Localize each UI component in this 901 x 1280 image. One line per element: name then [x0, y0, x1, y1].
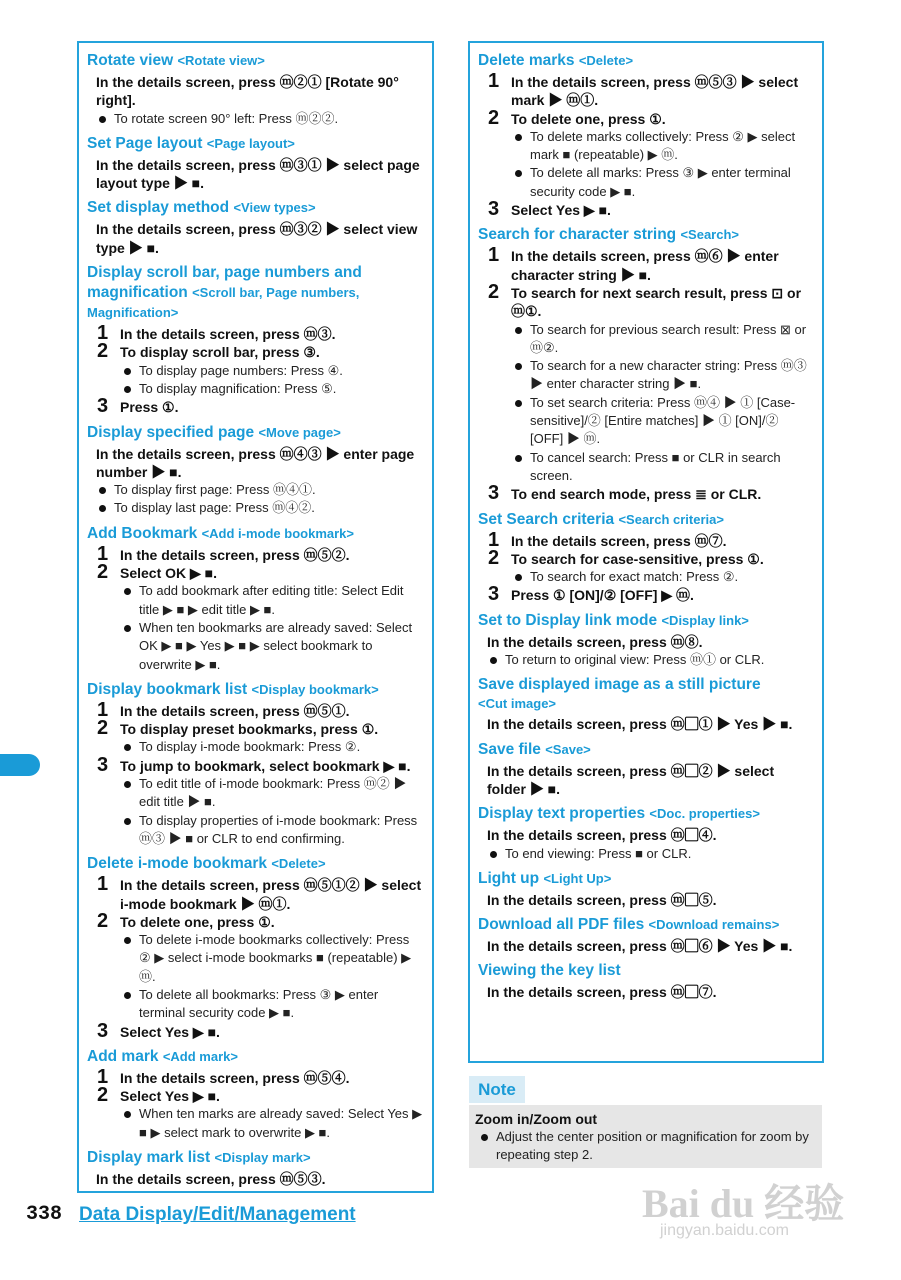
step — [87, 395, 424, 418]
section-title — [478, 961, 814, 981]
instruction: In the details screen, press ⓜ③① ▶ select page layout type ▶ ■. — [96, 156, 420, 192]
section-tag: <Delete> — [578, 53, 634, 68]
step-number: 2 — [488, 106, 500, 129]
step — [87, 322, 424, 345]
section-title — [87, 680, 424, 700]
section-tag: <Doc. properties> — [649, 806, 760, 822]
bullet-item: To display magnification: Press ⑤. — [120, 380, 424, 398]
step-text: In the details screen, press ⓜ⑥ ▶ enter character string ▶ ■. — [511, 248, 779, 283]
step — [478, 528, 814, 551]
section-tag: <Cut image> — [478, 696, 557, 712]
step-text: In the details screen, press ⓜ⑤③ ▶ select mark ▶ ⓜ①. — [511, 74, 799, 109]
step-text: To jump to bookmark, select bookmark ▶ ■. — [120, 757, 411, 774]
watermark — [620, 1148, 860, 1268]
section-tag: <Page layout> — [206, 135, 295, 151]
bullet-item: When ten marks are already saved: Select Yes ▶ ■ ▶ select mark to overwrite ▶ ■. — [120, 1105, 424, 1142]
step-number: 3 — [97, 753, 109, 776]
step — [87, 561, 424, 584]
step-text: Press ① [ON]/② [OFF] ▶ ⓜ. — [511, 587, 694, 604]
bullet-item: To search for exact match: Press ②. — [511, 568, 814, 586]
section-title-text: Display text properties — [478, 805, 646, 823]
bullet-item: To add bookmark after editing title: Select Edit title ▶ ■ ▶ edit title ▶ ■. — [120, 582, 424, 619]
section-title-text: Display scroll bar, page numbers and magnification — [87, 264, 362, 302]
section — [478, 51, 814, 219]
bullet-item: To display first page: Press ⓜ④①. — [95, 481, 424, 499]
section-title-text: Delete i-mode bookmark — [87, 855, 268, 873]
section-tag: <Save> — [545, 741, 591, 757]
instruction: In the details screen, press ⓜ▢⑤. — [487, 891, 717, 908]
section — [87, 524, 424, 674]
section-title-text: Rotate view — [87, 52, 174, 69]
step-text: To delete one, press ①. — [511, 110, 666, 127]
step-number: 2 — [97, 1084, 109, 1107]
step — [478, 546, 814, 569]
section-tag: <Add i-mode bookmark> — [201, 525, 354, 541]
instruction: In the details screen, press ⓜ▢⑥ ▶ Yes ▶ ■. — [487, 938, 793, 955]
section-title — [87, 51, 424, 71]
section — [478, 869, 814, 909]
step-text: To search for case-sensitive, press ①. — [511, 550, 764, 567]
step-number: 1 — [97, 698, 109, 721]
step — [87, 542, 424, 565]
bullet-item: To delete i-mode bookmarks collectively: Press ② ▶ select i-mode bookmarks ■ (repeatable) ▶ ⓜ. — [120, 931, 424, 986]
step-text: Select OK ▶ ■. — [120, 565, 218, 582]
section — [87, 51, 424, 128]
step-text: In the details screen, press ⓜ⑤①② ▶ select i-mode bookmark ▶ ⓜ①. — [120, 877, 422, 912]
note-title: Zoom in/Zoom out — [475, 1111, 598, 1127]
bullet-item: To search for previous search result: Press ⊠ or ⓜ②. — [511, 321, 814, 358]
section-tag: <Move page> — [258, 424, 341, 440]
step — [87, 698, 424, 721]
step — [87, 1019, 424, 1042]
section-title-text: Download all PDF files — [478, 916, 645, 934]
section — [87, 134, 424, 193]
step-number: 1 — [97, 542, 109, 565]
section-title-text: Save file — [478, 740, 541, 758]
step — [478, 70, 814, 110]
step-number: 1 — [488, 528, 500, 551]
right-column — [468, 41, 824, 1063]
section — [87, 1148, 424, 1188]
section-tag: <Display link> — [661, 612, 749, 628]
section-title-text: Add Bookmark — [87, 524, 198, 542]
section — [478, 740, 814, 799]
section-title — [87, 198, 424, 218]
bullet-item: To search for a new character string: Press ⓜ③ ▶ enter character string ▶ ■. — [511, 357, 814, 394]
instruction: In the details screen, press ⓜ▢④. — [487, 827, 717, 844]
section-tag: <Delete> — [271, 856, 326, 872]
section-tag: <Rotate view> — [177, 53, 265, 68]
chapter-index-tab — [0, 754, 40, 776]
instruction: In the details screen, press ⓜ④③ ▶ enter page number ▶ ■. — [96, 445, 415, 480]
section — [478, 961, 814, 1001]
bullet-item: To rotate screen 90° left: Press ⓜ②②. — [95, 110, 424, 128]
section-title — [478, 675, 814, 713]
step-text: In the details screen, press ⓜ⑦. — [511, 532, 727, 549]
bullet-item: To set search criteria: Press ⓜ④ ▶ ① [Case-sensitive]/② [Entire matches] ▶ ① [ON]/② [OFF] ▶ ⓜ. — [511, 394, 814, 449]
watermark-logo-text: Bai du 经验 — [642, 1181, 845, 1226]
step — [478, 198, 814, 221]
step-text: To display scroll bar, press ③. — [120, 344, 320, 361]
step-text: To end search mode, press ≣ or CLR. — [511, 486, 762, 503]
section-title-text: Set to Display link mode — [478, 611, 658, 629]
instruction: In the details screen, press ⓜ⑤③. — [96, 1171, 326, 1188]
step — [478, 244, 814, 284]
step-text: In the details screen, press ⓜ⑤②. — [120, 546, 350, 563]
bullet-item: To end viewing: Press ■ or CLR. — [486, 845, 814, 863]
step-number: 3 — [97, 395, 109, 418]
section-title — [478, 869, 814, 889]
section-title-text: Viewing the key list — [478, 962, 621, 980]
section-tag: <Download remains> — [648, 917, 780, 933]
section-title — [478, 225, 814, 245]
section-title — [87, 263, 424, 323]
section-title — [478, 611, 814, 631]
section-title-text: Delete marks — [478, 52, 575, 69]
bullet-item: To return to original view: Press ⓜ① or CLR. — [486, 651, 814, 669]
note-bullet: Adjust the center position or magnification for zoom by repeating step 2. — [477, 1128, 816, 1165]
section — [478, 225, 814, 503]
section-title — [87, 134, 424, 154]
section-title — [478, 915, 814, 935]
step-text: Select Yes ▶ ■. — [120, 1088, 220, 1105]
section-tag: <Search criteria> — [618, 511, 724, 527]
step-number: 1 — [97, 1065, 109, 1088]
step — [478, 280, 814, 321]
section-title — [87, 423, 424, 443]
step-text: In the details screen, press ⓜ⑤①. — [120, 702, 350, 719]
section-tag: <View types> — [233, 200, 316, 216]
watermark-url: jingyan.baidu.com — [660, 1222, 789, 1239]
bullet-item: To delete marks collectively: Press ② ▶ select mark ■ (repeatable) ▶ ⓜ. — [511, 128, 814, 165]
section-title-text: Add mark — [87, 1047, 159, 1065]
section-title — [87, 1148, 424, 1168]
step — [87, 1084, 424, 1107]
section-title-text: Search for character string — [478, 226, 677, 244]
step-number: 1 — [488, 70, 500, 92]
section-title-text: Display bookmark list — [87, 680, 248, 698]
section-title-text: Display mark list — [87, 1149, 211, 1167]
section-title — [87, 524, 424, 544]
section-tag: <Scroll bar, Page numbers, Magnification> — [87, 285, 360, 321]
step — [87, 909, 424, 932]
step-number: 2 — [97, 717, 109, 740]
step — [478, 482, 814, 505]
step-number: 2 — [488, 280, 500, 303]
bullet-item: To display properties of i-mode bookmark: Press ⓜ③ ▶ ■ or CLR to end confirming. — [120, 812, 424, 849]
section — [87, 680, 424, 848]
step-text: To search for next search result, press ⊡ or ⓜ①. — [511, 284, 802, 320]
step-number: 1 — [97, 322, 109, 345]
note-label: Note — [469, 1076, 525, 1103]
bullet-item: To cancel search: Press ■ or CLR in search screen. — [511, 449, 814, 486]
section — [87, 198, 424, 257]
bullet-item: To display last page: Press ⓜ④②. — [95, 499, 424, 517]
section-title — [478, 740, 814, 760]
step-number: 2 — [97, 909, 109, 932]
instruction: In the details screen, press ⓜ▢⑦. — [487, 984, 717, 1001]
step — [87, 340, 424, 363]
section — [87, 1047, 424, 1142]
instruction: In the details screen, press ⓜ▢② ▶ select folder ▶ ■. — [487, 762, 775, 797]
section — [478, 915, 814, 955]
step — [478, 583, 814, 606]
step — [478, 106, 814, 129]
section — [478, 510, 814, 605]
step-number: 1 — [488, 244, 500, 267]
section-title-text: Light up — [478, 869, 540, 887]
section — [87, 263, 424, 416]
step-number: 3 — [488, 198, 500, 221]
step-text: To delete one, press ①. — [120, 913, 275, 930]
section-tag: <Search> — [680, 227, 739, 243]
section-tag: <Display bookmark> — [251, 681, 379, 697]
step-number: 3 — [488, 583, 500, 606]
section-title-text: Save displayed image as a still picture — [478, 676, 761, 694]
bullet-item: To display i-mode bookmark: Press ②. — [120, 738, 424, 756]
instruction: In the details screen, press ⓜ③② ▶ select view type ▶ ■. — [96, 221, 418, 256]
chapter-title: Data Display/Edit/Management — [79, 1204, 356, 1225]
section-tag: <Add mark> — [162, 1048, 238, 1064]
section-title — [87, 1047, 424, 1067]
instruction: In the details screen, press ⓜ⑧. — [487, 633, 703, 650]
left-column — [77, 41, 434, 1193]
section — [87, 423, 424, 518]
step-number: 3 — [97, 1019, 109, 1042]
section — [478, 611, 814, 670]
section-title — [478, 510, 814, 530]
step-number: 2 — [97, 561, 109, 584]
instruction: In the details screen, press ⓜ▢① ▶ Yes ▶ ■. — [487, 716, 793, 733]
page-number: 338 — [26, 1203, 63, 1226]
bullet-item: To delete all bookmarks: Press ③ ▶ enter terminal security code ▶ ■. — [120, 986, 424, 1023]
step — [87, 1065, 424, 1088]
section-tag: <Display mark> — [214, 1150, 311, 1166]
section-tag: <Light Up> — [543, 870, 612, 886]
step-text: Press ①. — [120, 399, 179, 416]
step — [87, 753, 424, 776]
step-number: 1 — [97, 873, 109, 896]
step-text: Select Yes ▶ ■. — [120, 1023, 220, 1040]
step — [87, 717, 424, 740]
section-title-text: Display specified page — [87, 423, 255, 441]
step-text: To display preset bookmarks, press ①. — [120, 721, 379, 738]
section-title-text: Set Search criteria — [478, 510, 615, 528]
section-title-text: Set display method — [87, 199, 230, 217]
section — [87, 854, 424, 1041]
section — [478, 804, 814, 863]
section — [478, 675, 814, 733]
section-title — [478, 804, 814, 824]
bullet-item: To delete all marks: Press ③ ▶ enter terminal security code ▶ ■. — [511, 164, 814, 201]
step-text: In the details screen, press ⓜ⑤④. — [120, 1069, 350, 1086]
step — [87, 873, 424, 913]
section-title-text: Set Page layout — [87, 134, 203, 152]
instruction: In the details screen, press ⓜ②① [Rotate 90° right]. — [96, 74, 399, 109]
bullet-item: When ten bookmarks are already saved: Select OK ▶ ■ ▶ Yes ▶ ■ ▶ select bookmark to overwrite ▶ ■. — [120, 619, 424, 674]
step-number: 2 — [97, 340, 109, 363]
section-title — [87, 854, 424, 874]
bullet-item: To display page numbers: Press ④. — [120, 362, 424, 380]
step-number: 3 — [488, 482, 500, 505]
bullet-item: To edit title of i-mode bookmark: Press ⓜ② ▶ edit title ▶ ■. — [120, 775, 424, 812]
section-title — [478, 51, 814, 71]
step-text: Select Yes ▶ ■. — [511, 202, 611, 219]
step-text: In the details screen, press ⓜ③. — [120, 326, 336, 343]
step-number: 2 — [488, 546, 500, 569]
